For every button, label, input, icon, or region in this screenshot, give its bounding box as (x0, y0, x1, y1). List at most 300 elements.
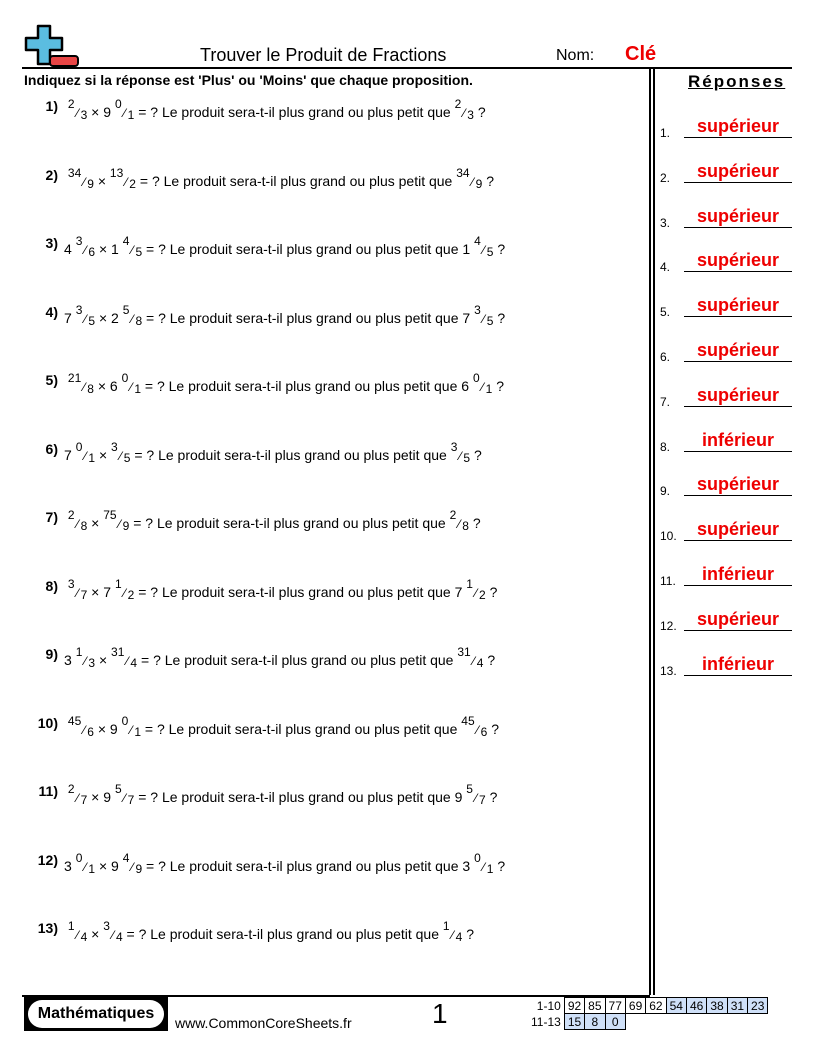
times-sign: × (98, 309, 108, 326)
denominator: 7 (127, 793, 135, 807)
question-mark: ? (497, 309, 506, 326)
site-url: www.CommonCoreSheets.fr (175, 1015, 352, 1031)
score-cell: 0 (605, 1014, 625, 1030)
numerator: 3 (75, 234, 83, 249)
denominator: 1 (134, 382, 141, 396)
numerator: 3 (67, 576, 75, 591)
numerator: 1 (67, 919, 75, 934)
first-factor (64, 713, 94, 739)
fraction-slash: ⁄ (76, 106, 79, 120)
answer-number: 9. (660, 484, 671, 499)
times-sign: × (91, 104, 100, 120)
fraction-slash: ⁄ (118, 517, 121, 531)
problem (24, 97, 486, 122)
denominator: 4 (130, 656, 138, 670)
denominator: 5 (88, 313, 96, 328)
instructions: Indiquez si la réponse est 'Plus' ou 'Moins' que chaque proposition. (24, 72, 473, 88)
answer-value: inférieur (684, 654, 792, 676)
fraction-slash: ⁄ (131, 311, 134, 326)
fraction-slash: ⁄ (84, 859, 87, 874)
fraction-slash: ⁄ (83, 174, 86, 189)
problem-number: 2) (45, 166, 58, 183)
problem-number: 9) (45, 646, 58, 662)
score-cell: 31 (727, 998, 747, 1014)
numerator: 0 (121, 713, 129, 728)
answer-number: 3. (660, 215, 671, 230)
whole: 3 (64, 652, 72, 668)
numerator: 4 (122, 850, 130, 865)
problem-number: 5) (45, 372, 58, 388)
question-text: = ? Le produit sera-t-il plus grand ou plus petit que (141, 652, 454, 668)
denominator: 5 (463, 450, 471, 465)
answer-number: 1. (660, 126, 671, 140)
denominator: 7 (80, 587, 88, 602)
times-sign: × (98, 241, 108, 257)
problem-number: 3) (45, 235, 58, 251)
question-text: = ? Le produit sera-t-il plus grand ou plus petit que (146, 241, 459, 257)
denominator: 6 (480, 724, 488, 739)
question-mark: ? (472, 515, 481, 531)
answer-row (660, 252, 792, 274)
question-text: = ? Le produit sera-t-il plus grand ou plus petit que (126, 926, 440, 942)
denominator: 5 (135, 245, 143, 259)
question-mark: ? (497, 857, 506, 874)
answers-title: Réponses (688, 72, 786, 91)
answer-number: 8. (660, 439, 671, 454)
score-table (528, 997, 768, 1030)
numerator: 3 (111, 439, 118, 454)
times-sign: × (97, 172, 107, 189)
whole: 9 (103, 104, 112, 120)
name-label: Nom: (556, 47, 595, 64)
brand-badge (24, 997, 168, 1031)
problem (24, 782, 498, 807)
answer-row (660, 342, 792, 364)
problem-number: 11) (38, 783, 58, 799)
numerator: 34 (456, 165, 470, 180)
logo-icon (24, 24, 80, 68)
denominator: 5 (486, 245, 494, 259)
times-sign: × (97, 720, 107, 737)
denominator: 2 (129, 176, 136, 191)
times-sign: × (91, 583, 100, 600)
fraction-slash: ⁄ (126, 654, 129, 668)
question-text: = ? Le produit sera-t-il plus grand ou plus petit que (133, 515, 446, 531)
numerator: 34 (67, 165, 82, 180)
fraction-slash: ⁄ (458, 517, 461, 531)
whole: 7 (454, 583, 463, 600)
score-cell: 92 (564, 998, 584, 1014)
denominator: 3 (88, 656, 96, 670)
fraction-slash: ⁄ (76, 585, 79, 600)
question-mark: ? (489, 583, 498, 600)
denominator: 1 (486, 861, 494, 876)
denominator: 3 (80, 108, 88, 122)
second-factor (111, 234, 143, 259)
denominator: 7 (80, 793, 88, 807)
times-sign: × (91, 515, 100, 531)
answer-number: 7. (660, 394, 671, 409)
denominator: 4 (80, 930, 88, 944)
first-factor (64, 919, 88, 944)
answer-row (660, 205, 792, 230)
numerator: 3 (474, 302, 481, 317)
whole: 9 (111, 857, 119, 874)
denominator: 6 (88, 245, 96, 259)
second-factor (111, 645, 138, 670)
fraction-slash: ⁄ (481, 380, 484, 394)
fraction-slash: ⁄ (482, 311, 485, 326)
comparison-value (454, 782, 486, 807)
times-sign: × (97, 378, 107, 394)
times-sign: × (91, 926, 100, 942)
fraction-slash: ⁄ (84, 448, 87, 463)
score-range: 11-13 (531, 1014, 561, 1029)
numerator: 1 (466, 576, 473, 591)
question-text: = ? Le produit sera-t-il plus grand ou plus petit que (138, 104, 451, 120)
problem-number: 7) (45, 509, 58, 525)
question-text: = ? Le produit sera-t-il plus grand ou plus petit que (144, 720, 458, 737)
problem-number: 10) (37, 714, 58, 731)
second-factor (103, 919, 123, 944)
question-text: = ? Le produit sera-t-il plus grand ou plus petit que (134, 446, 447, 463)
score-cell: 8 (585, 1014, 605, 1030)
first-factor (64, 782, 88, 807)
numerator: 1 (442, 919, 450, 934)
whole: 3 (64, 857, 72, 874)
problem-number: 13) (37, 920, 58, 936)
numerator: 0 (472, 371, 480, 386)
question-mark: ? (487, 652, 496, 668)
problem (24, 713, 500, 739)
first-factor (64, 508, 88, 533)
fraction-slash: ⁄ (111, 928, 114, 942)
score-cell: 23 (748, 998, 768, 1014)
score-row (528, 998, 768, 1014)
answer-number: 13. (660, 663, 677, 678)
numerator: 3 (103, 919, 110, 934)
problem (24, 439, 482, 465)
problem-number: 6) (45, 440, 58, 457)
answer-number: 5. (660, 305, 671, 320)
numerator: 45 (67, 713, 82, 728)
numerator: 3 (450, 439, 458, 454)
fraction-slash: ⁄ (123, 585, 126, 600)
whole: 6 (109, 378, 118, 394)
numerator: 2 (67, 508, 75, 523)
question-mark: ? (477, 104, 486, 120)
numerator: 3 (75, 302, 83, 317)
answer-row (660, 429, 792, 454)
second-factor (103, 97, 135, 122)
second-factor (109, 371, 141, 396)
score-cell: 15 (564, 1014, 584, 1030)
fraction-slash: ⁄ (123, 106, 126, 120)
problem (24, 234, 506, 259)
whole: 7 (64, 446, 72, 463)
fraction-slash: ⁄ (471, 174, 474, 189)
question-mark: ? (486, 172, 494, 189)
second-factor (103, 782, 135, 807)
answer-row (660, 566, 792, 588)
problem (24, 576, 498, 602)
numerator: 75 (103, 508, 117, 523)
comparison-value (461, 371, 493, 396)
denominator: 8 (87, 382, 94, 396)
problem (24, 919, 474, 944)
answer-value: inférieur (684, 430, 792, 452)
answer-value: supérieur (684, 474, 792, 496)
score-cell: 85 (585, 998, 605, 1014)
fraction-slash: ⁄ (125, 174, 128, 189)
column-divider (649, 69, 655, 995)
fraction-slash: ⁄ (476, 722, 479, 737)
first-factor (64, 576, 88, 602)
fraction-slash: ⁄ (451, 928, 454, 942)
brand-label: Mathématiques (28, 1000, 164, 1028)
numerator: 45 (461, 713, 475, 728)
second-factor (111, 302, 143, 328)
numerator: 5 (122, 302, 130, 317)
numerator: 31 (457, 645, 471, 660)
question-text: = ? Le produit sera-t-il plus grand ou plus petit que (139, 172, 453, 189)
comparison-value (462, 302, 494, 328)
whole: 1 (111, 241, 119, 257)
denominator: 8 (80, 519, 88, 533)
question-text: = ? Le produit sera-t-il plus grand ou plus petit que (138, 789, 451, 805)
comparison-value (462, 850, 494, 876)
denominator: 5 (486, 313, 494, 328)
denominator: 9 (122, 519, 130, 533)
problem (24, 850, 506, 876)
whole: 7 (103, 583, 112, 600)
denominator: 8 (462, 519, 469, 533)
whole: 9 (109, 720, 118, 737)
problem-number: 1) (45, 98, 58, 114)
numerator: 5 (466, 782, 473, 797)
comparison-value (456, 165, 483, 191)
whole: 9 (103, 789, 112, 805)
fraction-slash: ⁄ (84, 654, 87, 668)
answer-row (660, 608, 792, 633)
denominator: 9 (135, 861, 143, 876)
fraction-slash: ⁄ (482, 859, 485, 874)
comparison-value (449, 508, 469, 533)
problem (24, 165, 494, 191)
denominator: 2 (127, 587, 135, 602)
denominator: 4 (455, 930, 463, 944)
comparison-value (461, 713, 488, 739)
denominator: 9 (87, 176, 94, 191)
fraction-slash: ⁄ (76, 928, 79, 942)
question-mark: ? (473, 446, 482, 463)
answer-row (660, 118, 792, 140)
score-cell: 38 (707, 998, 727, 1014)
first-factor (64, 371, 94, 396)
question-mark: ? (489, 789, 498, 805)
numerator: 13 (109, 165, 124, 180)
first-factor (64, 850, 96, 876)
fraction-slash: ⁄ (474, 791, 477, 805)
denominator: 9 (475, 176, 483, 191)
answer-value: inférieur (684, 564, 792, 586)
first-factor (64, 97, 88, 122)
times-sign: × (98, 652, 108, 668)
numerator: 0 (114, 97, 122, 112)
question-mark: ? (497, 241, 506, 257)
denominator: 2 (478, 587, 486, 602)
problem (24, 302, 506, 328)
numerator: 4 (474, 234, 481, 249)
answer-value: supérieur (684, 206, 792, 228)
answer-number: 4. (660, 260, 671, 275)
answer-value: supérieur (684, 519, 792, 541)
denominator: 1 (127, 108, 135, 122)
numerator: 0 (75, 439, 83, 454)
comparison-value (457, 645, 484, 670)
numerator: 0 (121, 371, 129, 386)
comparison-value (450, 439, 471, 465)
denominator: 1 (485, 382, 493, 396)
problem (24, 371, 505, 396)
answer-value: supérieur (684, 385, 792, 407)
score-cell: 62 (646, 998, 666, 1014)
answer-value: supérieur (684, 295, 792, 317)
problem (24, 645, 496, 670)
times-sign: × (91, 789, 100, 805)
answer-row (660, 476, 792, 498)
question-mark: ? (466, 926, 474, 942)
times-sign: × (98, 446, 108, 463)
answer-value: supérieur (684, 609, 792, 631)
comparison-value (442, 919, 463, 944)
numerator: 4 (122, 234, 130, 249)
first-factor (64, 234, 96, 259)
second-factor (103, 576, 135, 602)
denominator: 6 (87, 724, 94, 739)
score-row (528, 1014, 768, 1030)
score-range: 1-10 (536, 998, 561, 1013)
numerator: 2 (67, 782, 75, 797)
denominator: 1 (134, 724, 141, 739)
score-cell: 46 (686, 998, 706, 1014)
question-text: = ? Le produit sera-t-il plus grand ou plus petit que (144, 378, 458, 394)
first-factor (64, 645, 96, 670)
numerator: 2 (67, 97, 75, 112)
fraction-slash: ⁄ (84, 311, 87, 326)
fraction-slash: ⁄ (130, 380, 133, 394)
numerator: 2 (454, 97, 462, 112)
fraction-slash: ⁄ (83, 722, 86, 737)
numerator: 21 (67, 371, 82, 386)
whole: 6 (461, 378, 470, 394)
problem (24, 508, 481, 533)
question-mark: ? (491, 720, 500, 737)
fraction-slash: ⁄ (463, 106, 466, 120)
whole: 2 (111, 309, 119, 326)
worksheet-title: Trouver le Produit de Fractions (200, 45, 447, 65)
answer-row (660, 653, 792, 678)
answer-number: 11. (660, 574, 676, 588)
score-cell: 77 (605, 998, 625, 1014)
denominator: 3 (467, 108, 474, 122)
comparison-value (454, 97, 474, 122)
times-sign: × (98, 857, 108, 874)
second-factor (111, 439, 131, 465)
second-factor (111, 850, 143, 876)
name-value: Clé (625, 43, 657, 65)
fraction-slash: ⁄ (119, 448, 122, 463)
denominator: 5 (123, 450, 131, 465)
numerator: 5 (114, 782, 122, 797)
page-number: 1 (432, 998, 448, 1029)
fraction-slash: ⁄ (131, 243, 134, 257)
answer-number: 6. (660, 350, 671, 364)
fraction-slash: ⁄ (76, 791, 79, 805)
second-factor (103, 508, 130, 533)
numerator: 1 (114, 576, 122, 591)
score-cell: 54 (666, 998, 686, 1014)
answer-row (660, 384, 792, 409)
problem-number: 12) (37, 851, 58, 868)
denominator: 4 (476, 656, 484, 670)
answer-row (660, 160, 792, 185)
numerator: 0 (474, 850, 481, 865)
fraction-slash: ⁄ (83, 380, 86, 394)
whole: 7 (462, 309, 471, 326)
question-text: = ? Le produit sera-t-il plus grand ou plus petit que (138, 583, 451, 600)
first-factor (64, 302, 96, 328)
whole: 7 (64, 309, 72, 326)
question-text: = ? Le produit sera-t-il plus grand ou plus petit que (146, 309, 459, 326)
answer-value: supérieur (684, 116, 792, 138)
first-factor (64, 165, 94, 191)
fraction-slash: ⁄ (76, 517, 79, 531)
whole: 4 (64, 241, 72, 257)
score-cell: 69 (625, 998, 645, 1014)
whole: 3 (462, 857, 471, 874)
fraction-slash: ⁄ (482, 243, 485, 257)
whole: 9 (454, 789, 463, 805)
comparison-value (462, 234, 494, 259)
numerator: 2 (449, 508, 457, 523)
answer-value: supérieur (684, 340, 792, 362)
denominator: 1 (88, 450, 96, 465)
answer-value: supérieur (684, 250, 792, 272)
answer-value: supérieur (684, 161, 792, 183)
question-mark: ? (496, 378, 505, 394)
denominator: 8 (135, 313, 143, 328)
denominator: 1 (88, 861, 96, 876)
problem-number: 8) (45, 577, 58, 594)
denominator: 7 (478, 793, 486, 807)
fraction-slash: ⁄ (84, 243, 87, 257)
question-text: = ? Le produit sera-t-il plus grand ou plus petit que (146, 857, 459, 874)
first-factor (64, 439, 96, 465)
denominator: 4 (115, 930, 123, 944)
answer-row (660, 297, 792, 319)
fraction-slash: ⁄ (459, 448, 462, 463)
numerator: 31 (111, 645, 125, 660)
answer-number: 10. (660, 529, 677, 544)
fraction-slash: ⁄ (130, 722, 133, 737)
numerator: 0 (75, 850, 83, 865)
numerator: 1 (75, 645, 83, 660)
comparison-value (454, 576, 486, 602)
answer-row (660, 521, 792, 543)
problem-number: 4) (45, 303, 58, 320)
answer-number: 2. (660, 170, 671, 185)
